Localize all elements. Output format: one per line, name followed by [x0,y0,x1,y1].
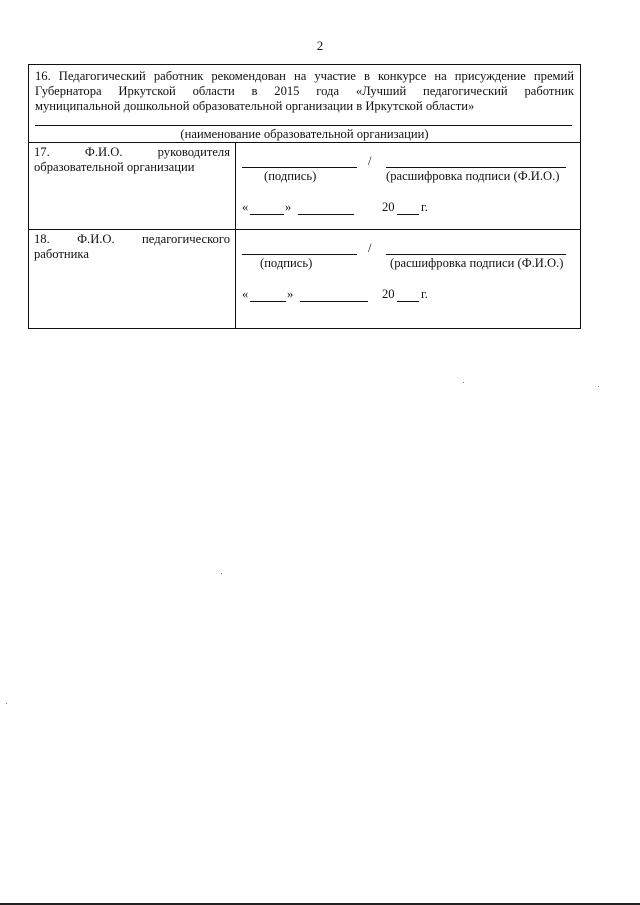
teacher-signature-field[interactable] [242,254,357,255]
form-table [28,64,581,329]
item-18-label [29,230,236,328]
item-17-signature-caption: (подпись) [264,169,317,183]
item-16-text-line-1: 16. Педагогический работник рекомендован на участие в конкурсе на присуждение премий [35,69,574,83]
item-17-year-suffix: г. [421,200,428,214]
item-18-decoding-caption: (расшифровка подписи (Ф.И.О.) [390,256,564,270]
item-18-label-line-1: 18. Ф.И.О. педагогического [34,232,230,246]
item-17-date-open-quote: « [242,200,249,214]
page-number: 2 [316,38,324,53]
item-17-label-line-1: 17. Ф.И.О. руководителя [34,145,230,159]
item-17-year-prefix: 20 [382,200,395,214]
item-17-signature-block [236,143,580,229]
item-16-text-line-3: муниципальной дошкольной образовательной организации в Иркутской области» [35,99,475,113]
item-18-year-prefix: 20 [382,287,395,301]
item-18-signature-block [236,230,580,328]
item-17-row [29,143,580,230]
item-17-year-field[interactable] [397,214,419,215]
item-17-day-field[interactable] [250,214,284,215]
item-18-date-open-quote: « [242,287,249,301]
item-17-label [29,143,236,229]
item-18-label-line-2: работника [34,247,89,261]
item-18-year-field[interactable] [397,301,419,302]
item-17-slash: / [368,154,372,168]
item-18-slash: / [368,241,372,255]
teacher-name-decoding-field[interactable] [386,254,566,255]
item-18-row [29,230,580,328]
item-16-text-line-2: Губернатора Иркутской области в 2015 года «Лучший педагогический работник [35,84,574,98]
item-17-date-close-quote: » [285,200,292,214]
item-16-row [29,65,580,143]
item-18-month-field[interactable] [300,301,368,302]
scan-speck [598,386,599,387]
item-17-month-field[interactable] [298,214,354,215]
organization-name-caption: (наименование образовательной организации) [180,127,429,141]
head-signature-field[interactable] [242,167,357,168]
organization-name-field[interactable] [35,125,572,126]
item-18-signature-caption: (подпись) [260,256,313,270]
head-name-decoding-field[interactable] [386,167,566,168]
item-18-day-field[interactable] [250,301,286,302]
scan-speck [221,573,222,574]
item-17-label-line-2: образовательной организации [34,160,195,174]
scan-speck [6,703,7,704]
scan-speck [463,382,464,383]
item-17-decoding-caption: (расшифровка подписи (Ф.И.О.) [386,169,560,183]
item-18-date-close-quote: » [287,287,294,301]
item-18-year-suffix: г. [421,287,428,301]
